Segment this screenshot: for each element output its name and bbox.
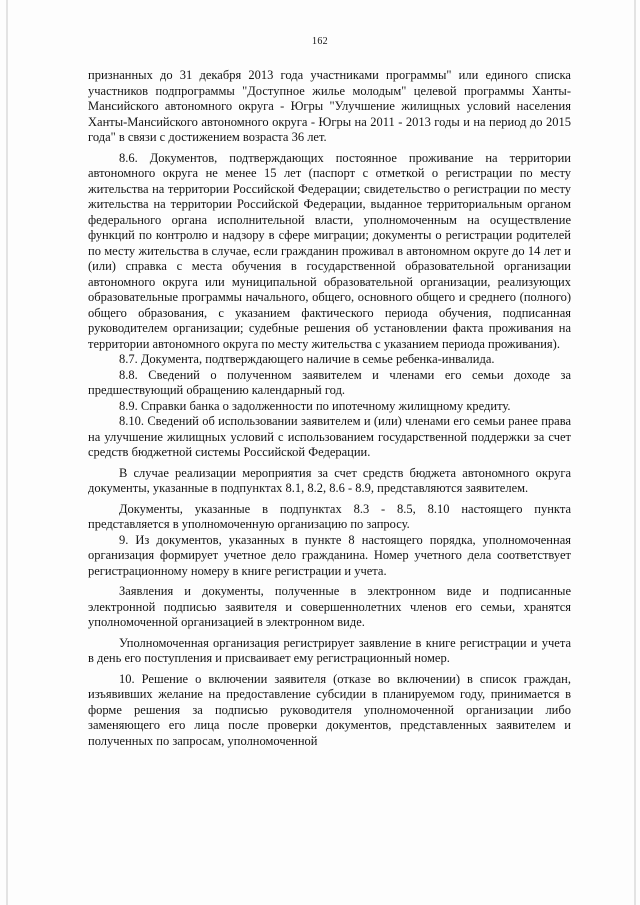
scan-edge-right [634,0,636,905]
paragraph-item-9: 9. Из документов, указанных в пункте 8 настоящего порядка, уполномоченная организация формирует учетное дело гражданина. Номер учетного дела соответствует регистрационному номеру в книге регистрации и учета. [88,532,571,578]
paragraph-registration: Уполномоченная организация регистрирует заявление в книге регистрации и учета в день его поступления и присваивает ему регистрационный номер. [88,635,571,665]
paragraph-item-8-7: 8.7. Документа, подтверждающего наличие в семье ребенка-инвалида. [119,352,495,366]
paragraph-continuation: признанных до 31 декабря 2013 года участниками программы" или единого списка участников подпрограммы "Доступное жилье молодым" целевой программы Ханты-Мансийского автономного округа - Югры "Улучшение жилищных условий населения Ханты-Мансийского автономного округа - Югры на 2011 - 2013 годы и на период до 2015 года" в связи с достижением возраста 36 лет. [88,68,571,144]
paragraph-budget-case: В случае реализации мероприятия за счет средств бюджета автономного округа документы, указанные в подпунктах 8.1, 8.2, 8.6 - 8.9, представляются заявителем. [88,465,571,495]
paragraph-item-8-9: 8.9. Справки банка о задолженности по ипотечному жилищному кредиту. [119,398,511,413]
paragraph-item-8-6: 8.6. Документов, подтверждающих постоянное проживание на территории автономного округа не менее 15 лет (паспорт с отметкой о регистрации по месту жительства на территории Российской Федерации; свидетельство о регистрации по месту жительства на территории Российской Федерации, выданное территориальным органом федерального органа исполнительной власти, уполномоченным на осуществление функций по контролю и надзору в сфере миграции; документы о регистрации родителей по месту жительства в случае, если гражданин проживал в автономном округе до 14 лет и (или) справка с места обучения в государственной образовательной организации автономного округа или муниципальной образовательной организации, реализующих образовательные программы начального, общего, основного общего и среднего (полного) общего образования, с указанием фактического периода обучения, подписанная руководителем организации; судебные решения об установлении факта проживания на территории автономного округа по месту жительства с указанием периода проживания). [88,150,571,351]
scan-edge-left [6,0,8,905]
paragraph-item-10: 10. Решение о включении заявителя (отказе во включении) в список граждан, изъявивших желание на предоставление субсидии в планируемом году, принимается в форме решения за подписью руководителя уполномоченной организации либо заменяющего его лица после проверки документов, представленных заявителем и полученных по запросам, уполномоченной [88,671,571,748]
paragraph-item-8-10: 8.10. Сведений об использовании заявителем и (или) членами его семьи ранее права на улучшение жилищных условий с использованием государственной поддержки за счет средств бюджетной системы Российской Федерации. [88,414,571,459]
paragraph-electronic-docs: Заявления и документы, полученные в электронном виде и подписанные электронной подписью заявителя и совершеннолетних членов его семьи, хранятся уполномоченной организацией в электронном виде. [88,584,571,629]
body-text [88,68,571,749]
page-number: 162 [312,36,328,47]
paragraph-documents-request: Документы, указанные в подпунктах 8.3 - 8.5, 8.10 настоящего пункта представляется в уполномоченную организацию по запросу. [88,501,571,531]
paragraph-item-8-8: 8.8. Сведений о полученном заявителем и членами его семьи доходе за предшествующий обращению календарный год. [88,367,571,397]
